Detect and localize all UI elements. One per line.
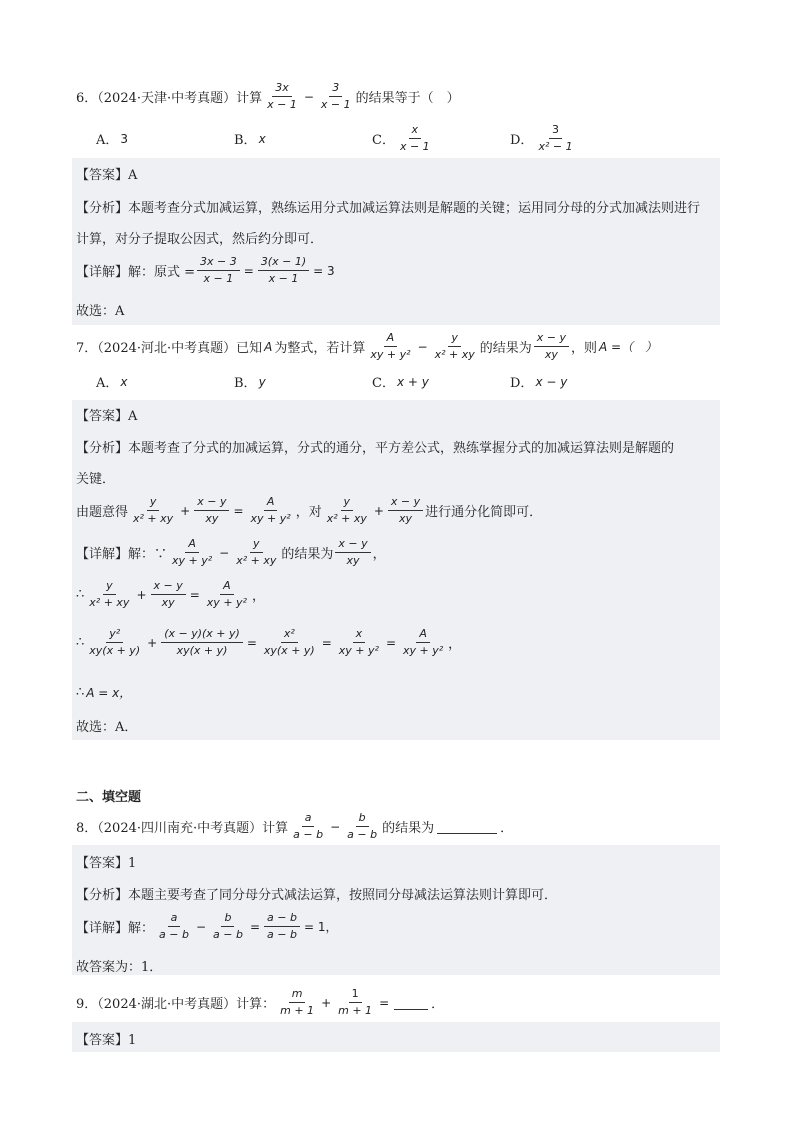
fraction: [388, 496, 423, 525]
denominator: a − b: [347, 828, 378, 842]
text: 【答案】1: [76, 1033, 137, 1048]
q7-option-d: [510, 372, 648, 391]
fraction: [86, 580, 132, 609]
denominator: a − b: [267, 928, 297, 942]
q7-detail-line1: [76, 538, 386, 567]
denominator: xy: [544, 348, 558, 362]
math-symbol: A: [264, 339, 273, 354]
text: 【分析】本题主要考查了同分母分式减法运算，按照同分母减法运算法则计算即可．: [76, 888, 558, 903]
text: 8．（2024·四川南充·中考真题）计算: [76, 821, 289, 837]
numerator: y²: [106, 628, 123, 643]
text: 的结果为: [281, 547, 334, 563]
math-symbol: +: [147, 635, 158, 650]
denominator: a − b: [293, 828, 324, 842]
q6-option-a: [96, 129, 234, 148]
math-symbol: −: [219, 545, 230, 560]
q7-options: [96, 372, 648, 391]
numerator: m: [289, 988, 306, 1003]
numerator: x²: [281, 628, 298, 643]
denominator: x² + xy: [236, 554, 277, 568]
math-symbol: −: [417, 339, 428, 354]
numerator: A: [416, 628, 430, 643]
fraction: [264, 912, 300, 941]
math-symbol: = 1，: [303, 920, 338, 935]
section-title: 二、填空题: [76, 790, 142, 805]
fraction: [197, 256, 240, 285]
q8-detail: [76, 912, 339, 941]
q6-option-c: [372, 124, 510, 153]
q6-analysis-line2: [76, 228, 323, 247]
fraction: [151, 580, 186, 609]
text: 9．（2024·湖北·中考真题）计算：: [76, 997, 276, 1013]
fraction: [194, 496, 229, 525]
math-symbol: x + y: [396, 374, 429, 389]
numerator: A: [220, 580, 234, 595]
text: ∴: [76, 587, 85, 603]
fraction: [324, 496, 370, 525]
text: C．: [372, 133, 395, 149]
numerator: x − y: [388, 496, 423, 511]
denominator: xy + y²: [172, 554, 213, 568]
numerator: x: [353, 628, 366, 643]
text: 的结果为: [479, 341, 532, 357]
text: ∴: [76, 635, 85, 651]
denominator: x − 1: [268, 272, 299, 286]
numerator: y: [250, 538, 263, 553]
text: ，: [448, 637, 462, 653]
math-symbol: −: [195, 919, 207, 934]
q8-final: [76, 956, 162, 975]
numerator: y: [448, 332, 461, 347]
text: ∴: [76, 685, 85, 700]
fraction: [432, 332, 478, 361]
math-symbol: =: [385, 635, 396, 650]
fraction: [130, 496, 176, 525]
fraction: [204, 580, 250, 609]
fraction: [161, 628, 243, 657]
text: 【分析】本题考查了分式的加减运算，分式的通分，平方差公式，熟练掌握分式的加减运算法则是解题的: [76, 441, 675, 456]
denominator: m + 1: [338, 1004, 373, 1018]
math-symbol: −: [303, 89, 314, 104]
text: ，: [372, 547, 386, 563]
math-symbol: +: [180, 503, 191, 518]
text: 6．（2024·天津·中考真题）计算: [76, 91, 263, 107]
fraction: [534, 332, 569, 361]
text: ，则: [570, 341, 597, 357]
denominator: a − b: [213, 928, 243, 942]
q9-answer: [76, 1029, 136, 1048]
numerator: 3x: [272, 82, 292, 97]
q9-stem: [76, 988, 444, 1017]
math-symbol: x: [120, 374, 128, 389]
denominator: x − 1: [399, 140, 430, 154]
text: 【答案】1: [76, 856, 137, 871]
numerator: a: [168, 912, 181, 927]
denominator: xy + y²: [370, 348, 411, 362]
fraction: [318, 82, 354, 111]
fraction: [400, 628, 446, 657]
math-symbol: =: [379, 995, 390, 1010]
q6-analysis-line1: [76, 197, 700, 216]
numerator: a: [302, 812, 315, 827]
answer-blank[interactable]: [437, 819, 497, 834]
denominator: xy: [161, 596, 175, 610]
math-symbol: =: [249, 919, 261, 934]
text: ，对: [295, 505, 322, 521]
text: 由题意得: [76, 505, 129, 521]
denominator: x − 1: [267, 98, 297, 112]
numerator: x − y: [194, 496, 229, 511]
fraction: [335, 988, 375, 1017]
fraction: [397, 124, 433, 153]
denominator: xy(x + y): [176, 644, 228, 658]
q6-option-d: [510, 124, 648, 153]
math-symbol: x: [258, 131, 266, 146]
denominator: xy + y²: [338, 644, 379, 658]
text: B．: [234, 376, 257, 391]
math-symbol: =: [243, 263, 254, 278]
answer-blank[interactable]: [394, 995, 428, 1010]
text: 【分析】本题考查分式加减运算，熟练运用分式加减运算法则是解题的关键；运用同分母的分式加减法则进行: [76, 201, 701, 216]
text: 的结果为: [382, 821, 435, 837]
text: 进行通分化简即可．: [425, 505, 543, 521]
numerator: 3(x − 1): [258, 256, 309, 271]
denominator: m + 1: [280, 1004, 315, 1018]
text: 7．（2024·河北·中考真题）已知: [76, 341, 263, 357]
text: 的结果等于（ ）: [355, 91, 460, 107]
numerator: a − b: [264, 912, 300, 927]
text: 为整式，若计算: [274, 341, 366, 357]
q7-analysis-line2: [76, 468, 115, 487]
numerator: 3x − 3: [197, 256, 240, 271]
math-symbol: =: [233, 503, 244, 518]
fraction: [261, 628, 318, 657]
q8-solution-box: [72, 845, 720, 975]
q7-answer: [76, 405, 137, 424]
q6-stem: [76, 82, 460, 111]
fraction: [210, 912, 246, 941]
math-symbol: 3: [120, 131, 129, 146]
numerator: (x − y)(x + y): [161, 628, 243, 643]
fraction: [233, 538, 279, 567]
fraction: [367, 332, 413, 361]
math-symbol: x − y: [535, 374, 568, 389]
denominator: x² + xy: [133, 512, 174, 526]
numerator: x − y: [151, 580, 186, 595]
denominator: xy: [346, 554, 360, 568]
denominator: x² − 1: [538, 140, 573, 154]
q7-detail-line3: [76, 628, 461, 657]
fraction: [258, 256, 309, 285]
math-symbol: +: [136, 587, 147, 602]
math-symbol: y: [258, 374, 266, 389]
q7-analysis-line1: [76, 437, 674, 456]
q6-options: [96, 124, 648, 153]
text: ．: [431, 997, 445, 1013]
text: 计算，对分子提取公因式，然后约分即可．: [76, 232, 324, 247]
q7-stem: [76, 332, 659, 361]
text: 故答案为：1．: [76, 960, 163, 975]
denominator: xy + y²: [206, 596, 247, 610]
q7-detail-line2: [76, 580, 265, 609]
math-symbol: =: [321, 635, 332, 650]
q6-answer: [76, 164, 137, 183]
fraction: [156, 912, 192, 941]
q7-analysis-line3: [76, 496, 542, 525]
denominator: xy + y²: [403, 644, 444, 658]
q6-option-b: [234, 129, 372, 148]
text: A．: [96, 133, 119, 149]
numerator: b: [356, 812, 369, 827]
text: B．: [234, 133, 257, 149]
fraction: [290, 812, 326, 841]
numerator: A: [264, 496, 278, 511]
text: ．: [500, 821, 514, 837]
numerator: x − y: [335, 538, 370, 553]
numerator: y: [103, 580, 116, 595]
text: D．: [510, 376, 534, 391]
q8-answer: [76, 852, 136, 871]
q6-choose: [76, 300, 124, 319]
text: 【详解】解：: [76, 921, 155, 937]
math-symbol: =: [189, 587, 200, 602]
denominator: xy(x + y): [89, 644, 141, 658]
denominator: x² + xy: [326, 512, 367, 526]
fraction: [336, 628, 382, 657]
denominator: xy: [205, 512, 219, 526]
numerator: y: [341, 496, 354, 511]
text: 【详解】解：原式 =: [76, 265, 196, 281]
fraction: [169, 538, 215, 567]
text: 故选：A: [76, 304, 125, 319]
numerator: A: [185, 538, 199, 553]
fraction: [344, 812, 380, 841]
fraction: [86, 628, 143, 657]
fraction: [335, 538, 370, 567]
q7-option-b: [234, 372, 372, 391]
fraction: [248, 496, 294, 525]
numerator: 3: [549, 124, 562, 139]
numerator: x: [409, 124, 422, 139]
text: ，: [251, 589, 265, 605]
math-symbol: =: [246, 635, 257, 650]
q7-option-a: [96, 372, 234, 391]
denominator: a − b: [159, 928, 189, 942]
text: C．: [372, 376, 395, 391]
denominator: x − 1: [203, 272, 234, 286]
denominator: x² + xy: [89, 596, 130, 610]
denominator: xy + y²: [250, 512, 291, 526]
denominator: x − 1: [320, 98, 351, 112]
numerator: A: [384, 332, 398, 347]
text: 【详解】解：∵: [76, 547, 168, 563]
q6-detail: [76, 256, 337, 285]
text: 【答案】A: [76, 409, 138, 424]
numerator: b: [221, 912, 234, 927]
q7-choose: [76, 716, 137, 735]
math-symbol: +: [321, 995, 332, 1010]
q7-option-c: [372, 372, 510, 391]
fraction: [535, 124, 575, 153]
numerator: 1: [349, 988, 362, 1003]
text: A．: [96, 376, 119, 391]
denominator: x² + xy: [434, 348, 475, 362]
numerator: y: [147, 496, 160, 511]
q8-stem: [76, 812, 513, 841]
fraction: [264, 82, 300, 111]
math-symbol: A = x，: [86, 686, 132, 700]
denominator: xy: [399, 512, 413, 526]
text: D．: [510, 133, 534, 149]
math-symbol: = 3: [313, 263, 335, 278]
denominator: xy(x + y): [263, 644, 315, 658]
fraction: [277, 988, 317, 1017]
numerator: x − y: [534, 332, 569, 347]
q7-detail-line4: [76, 684, 133, 701]
math-symbol: −: [330, 819, 341, 834]
numerator: 3: [329, 82, 342, 97]
math-symbol: +: [373, 503, 384, 518]
text: 故选：A．: [76, 720, 138, 735]
text: 关键．: [76, 472, 116, 487]
q9-solution-box: [72, 1022, 720, 1052]
q8-analysis: [76, 884, 557, 903]
math-symbol: A =（ ）: [599, 340, 658, 355]
text: 【答案】A: [76, 168, 138, 183]
